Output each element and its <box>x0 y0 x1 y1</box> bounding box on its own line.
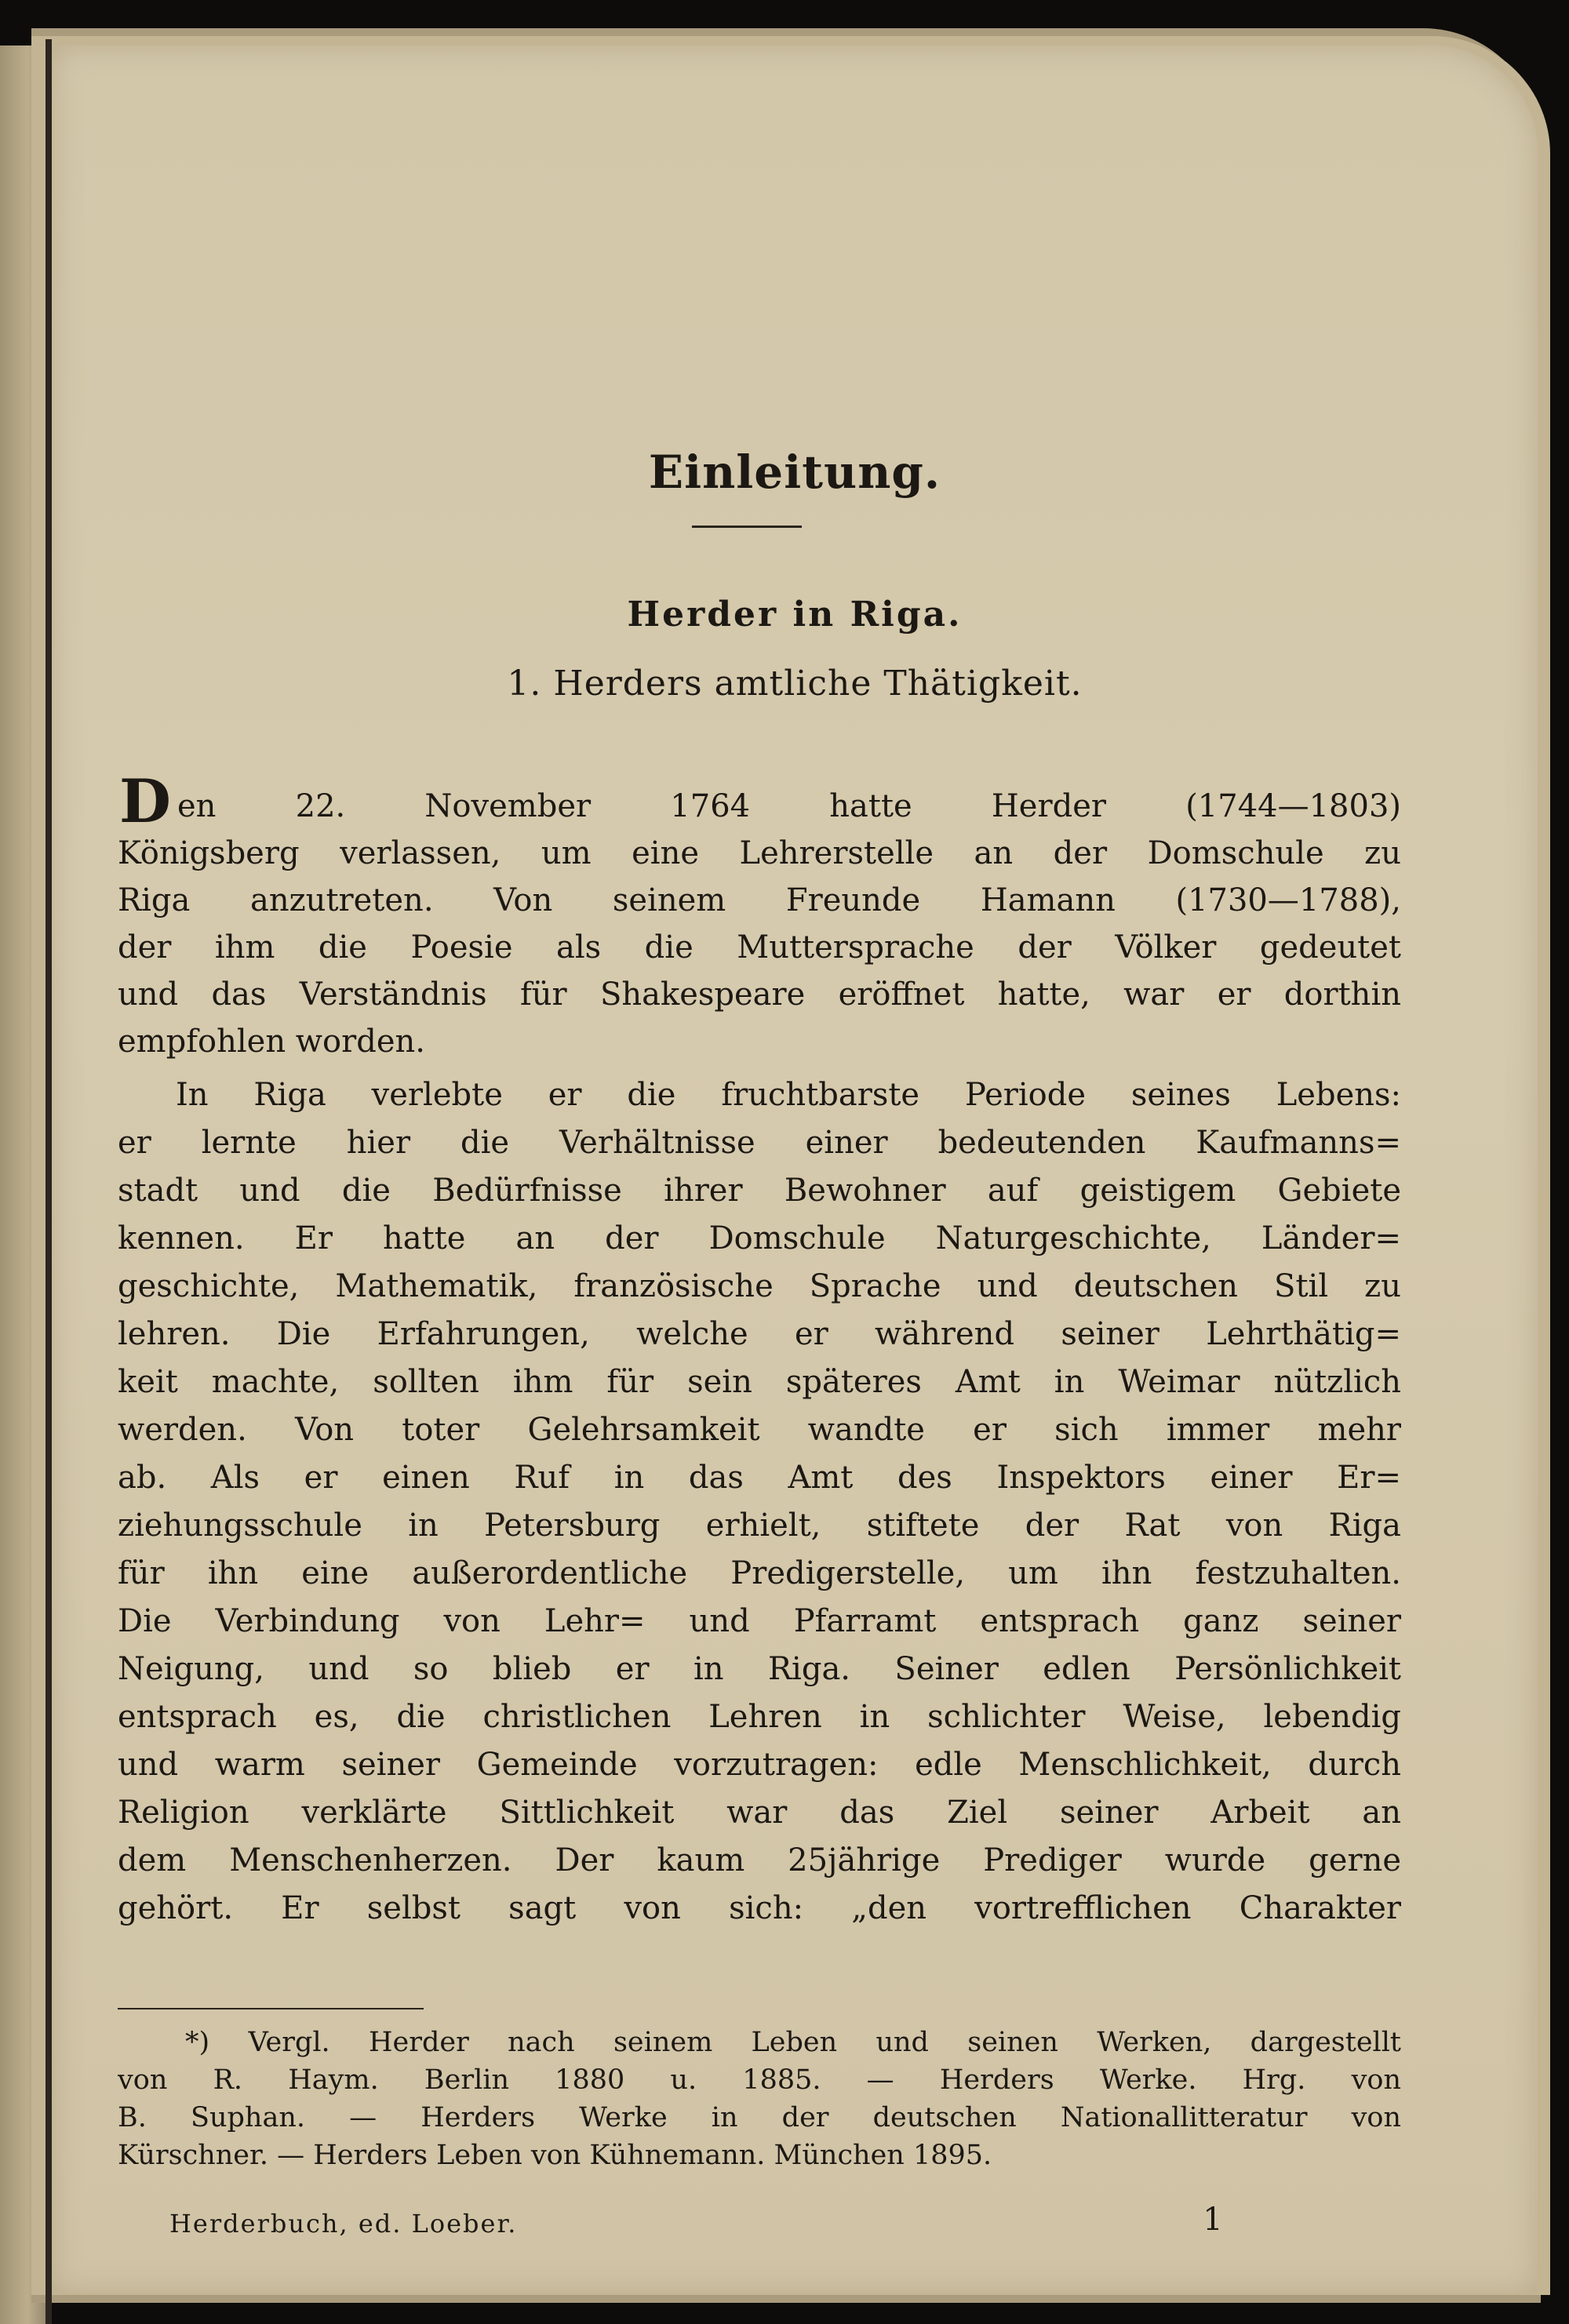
book-gutter <box>46 39 52 2324</box>
title-divider <box>692 526 802 528</box>
body-line: Die Verbindung von Lehr= und Pfarramt entsprach ganz seiner <box>118 1603 1401 1639</box>
body-line: ziehungsschule in Petersburg erhielt, stiftete der Rat von Riga <box>118 1508 1401 1544</box>
body-line: er lernte hier die Verhältnisse einer bedeutenden Kaufmanns= <box>118 1125 1401 1161</box>
body-line: Riga anzutreten. Von seinem Freunde Hamann (1730—1788), <box>118 882 1401 918</box>
body-line: werden. Von toter Gelehrsamkeit wandte er sich immer mehr <box>118 1412 1401 1448</box>
body-line: lehren. Die Erfahrungen, welche er während seiner Lehrthätig= <box>118 1316 1401 1352</box>
body-line: empfohlen worden. <box>118 1024 425 1060</box>
body-line: und das Verständnis für Shakespeare eröffnet hatte, war er dorthin <box>118 977 1401 1013</box>
body-line: stadt und die Bedürfnisse ihrer Bewohner auf geistigem Gebiete <box>118 1173 1401 1209</box>
page-content <box>52 45 1538 2293</box>
drop-cap: D <box>119 766 171 836</box>
body-line: und warm seiner Gemeinde vorzutragen: edle Menschlichkeit, durch <box>118 1747 1401 1783</box>
body-line: der ihm die Poesie als die Muttersprache der Völker gedeutet <box>118 929 1401 966</box>
page-number: 1 <box>1203 2202 1223 2238</box>
body-line: gehört. Er selbst sagt von sich: „den vortrefflichen Charakter <box>118 1890 1401 1926</box>
body-line: entsprach es, die christlichen Lehren in schlichter Weise, lebendig <box>118 1699 1401 1735</box>
body-line: ab. Als er einen Ruf in das Amt des Inspektors einer Er= <box>118 1460 1401 1496</box>
body-line: dem Menschenherzen. Der kaum 25jährige Prediger wurde gerne <box>118 1842 1401 1878</box>
footnote-line: *) Vergl. Herder nach seinem Leben und seinen Werken, dargestellt <box>185 2027 1401 2058</box>
subsection-title: 1. Herders amtliche Thätigkeit. <box>507 664 1083 704</box>
body-line: In Riga verlebte er die fruchtbarste Periode seines Lebens: <box>176 1077 1401 1113</box>
body-line: für ihn eine außerordentliche Predigerstelle, um ihn festzuhalten. <box>118 1555 1401 1591</box>
footnote-line: von R. Haym. Berlin 1880 u. 1885. — Herders Werke. Hrg. von <box>118 2064 1401 2096</box>
body-line: geschichte, Mathematik, französische Sprache und deutschen Stil zu <box>118 1268 1401 1304</box>
body-line: Religion verklärte Sittlichkeit war das Ziel seiner Arbeit an <box>118 1795 1401 1831</box>
footnote-line: Kürschner. — Herders Leben von Kühnemann. München 1895. <box>118 2140 992 2171</box>
book-page <box>52 45 1538 2293</box>
chapter-title: Einleitung. <box>648 446 941 499</box>
body-line: en 22. November 1764 hatte Herder (1744—1803) <box>177 788 1401 824</box>
footnote-divider <box>118 2008 424 2009</box>
signature-line: Herderbuch, ed. Loeber. <box>169 2209 518 2239</box>
body-line: keit machte, sollten ihm für sein späteres Amt in Weimar nützlich <box>118 1364 1401 1400</box>
footnote-line: B. Suphan. — Herders Werke in der deutschen Nationallitteratur von <box>118 2102 1401 2133</box>
section-title: Herder in Riga. <box>627 595 963 635</box>
body-line: Königsberg verlassen, um eine Lehrerstelle an der Domschule zu <box>118 835 1401 871</box>
body-line: kennen. Er hatte an der Domschule Naturgeschichte, Länder= <box>118 1220 1401 1257</box>
body-line: Neigung, und so blieb er in Riga. Seiner edlen Persönlichkeit <box>118 1651 1401 1687</box>
